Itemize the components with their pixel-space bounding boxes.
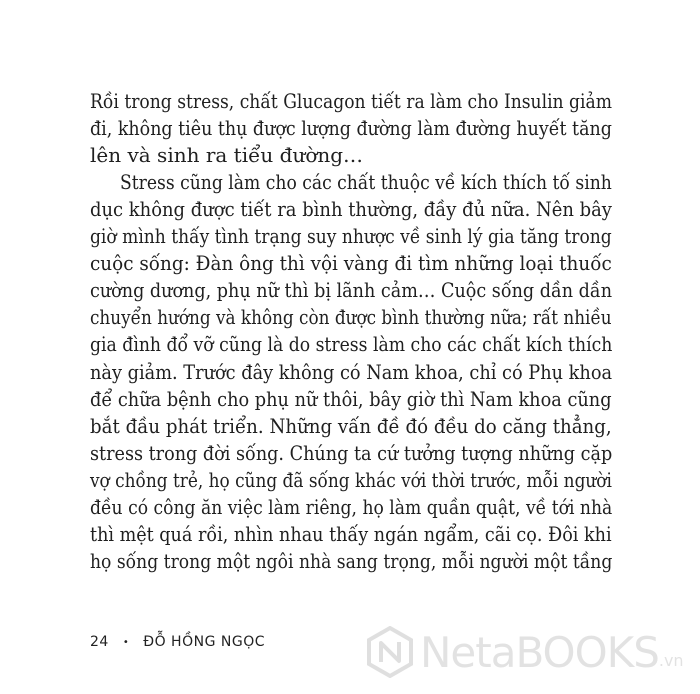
footer-separator: • [122,636,130,648]
text-line: lên và sinh ra tiểu đường… [90,143,364,168]
author-name: ĐỖ HỒNG NGỌC [143,634,265,650]
page-footer [90,632,265,652]
text-line: dục không được tiết ra bình thường, đầy đủ nữa. Nên bây [90,197,612,222]
text-line: này giảm. Trước đây không có Nam khoa, chỉ có Phụ khoa [90,359,613,384]
page-number: 24 [90,634,109,650]
watermark [366,622,686,682]
text-line: cường dương, phụ nữ thì bị lãnh cảm… Cuộc sống dần dần [90,278,613,303]
text-line: Stress cũng làm cho các chất thuộc về kích thích tố sinh [120,170,612,195]
text-line: đi, không tiêu thụ được lượng đường làm đường huyết tăng [90,116,612,141]
text-line: stress trong đời sống. Chúng ta cứ tưởng tượng những cặp [90,440,613,465]
text-line: thì mệt quá rồi, nhìn nhau thấy ngán ngẩm, cãi cọ. Đôi khi [90,521,612,546]
text-line: chuyển hướng và không còn được bình thường nữa; rất nhiều [90,305,612,330]
text-line: Rồi trong stress, chất Glucagon tiết ra làm cho Insulin giảm [90,89,612,113]
text-line: bắt đầu phát triển. Những vấn đề đó đều do căng thẳng, [90,413,612,438]
text-line: họ sống trong một ngôi nhà sang trọng, mỗi người một tầng [90,548,613,573]
watermark-suffix: .vn [658,651,684,670]
watermark-text: NetaBOOKS [420,627,659,677]
text-line: để chữa bệnh cho phụ nữ thôi, bây giờ thì Nam khoa cũng [90,386,612,411]
text-line: vợ chồng trẻ, họ cũng đã sống khác với thời trước, mỗi người [90,467,612,492]
netabooks-logo-icon [366,626,414,678]
text-line: giờ mình thấy tình trạng suy nhược về sinh lý gia tăng trong [90,224,612,249]
text-line: đều có công ăn việc làm riêng, họ làm quần quật, về tới nhà [90,494,613,519]
text-line: cuộc sống: Đàn ông thì vội vàng đi tìm những loại thuốc [90,251,612,276]
text-line: gia đình đổ vỡ cũng là do stress làm cho các chất kích thích [90,332,613,357]
